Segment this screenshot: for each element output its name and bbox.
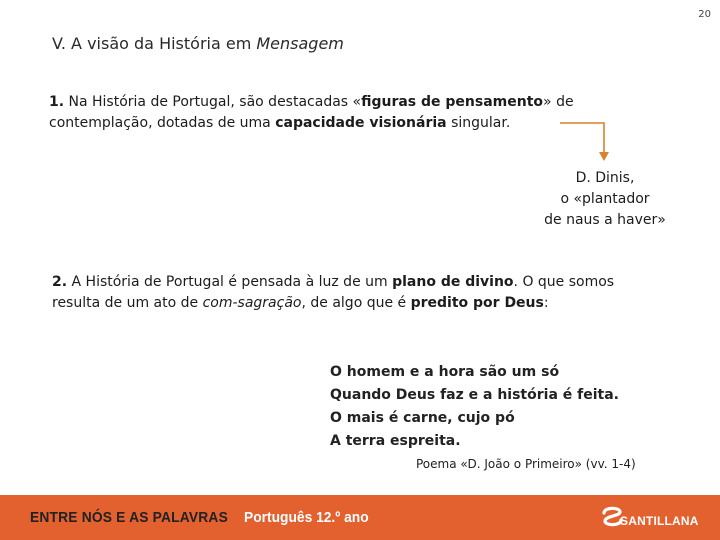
slide-title bbox=[52, 34, 344, 53]
point-2-bold-b: predito por Deus bbox=[410, 295, 544, 311]
point-1-text-c: singular. bbox=[446, 115, 511, 131]
point-2-text-d: : bbox=[543, 295, 549, 311]
point-2-text-b: . O que somos resulta de um ato de bbox=[52, 274, 615, 311]
dinis-line-1: D. Dinis, bbox=[575, 170, 635, 186]
point-2-bold-a: plano de divino bbox=[392, 274, 514, 290]
poem-citation: Poema «D. João o Primeiro» (vv. 1-4) bbox=[416, 457, 636, 471]
dinis-line-2: o «plantador bbox=[560, 191, 650, 207]
point-1-text-a: Na História de Portugal, são destacadas « bbox=[64, 94, 362, 110]
point-2-italic: com-sagração bbox=[202, 295, 302, 311]
poem-line: O homem e a hora são um só bbox=[330, 364, 560, 380]
point-2-text-c: , de algo que é bbox=[301, 295, 411, 311]
santillana-logo bbox=[600, 503, 699, 533]
footer-book-title: ENTRE NÓS E AS PALAVRAS bbox=[30, 509, 228, 526]
dinis-line-3: de naus a haver» bbox=[544, 212, 666, 228]
poem-line: A terra espreita. bbox=[330, 433, 461, 449]
poem-line: O mais é carne, cujo pó bbox=[330, 410, 515, 426]
poem-excerpt bbox=[330, 361, 619, 453]
elbow-arrow-down-icon bbox=[556, 118, 616, 166]
footer-subject: Português 12.º ano bbox=[244, 509, 369, 526]
point-2-text-a: A História de Portugal é pensada à luz de um bbox=[67, 274, 393, 290]
point-1-bold-b: capacidade visionária bbox=[275, 115, 447, 131]
poem-line: Quando Deus faz e a história é feita. bbox=[330, 387, 619, 403]
point-1-text-b: » de contemplação, dotadas de uma bbox=[49, 94, 574, 131]
point-2-number: 2. bbox=[52, 274, 68, 290]
point-1-number: 1. bbox=[49, 94, 65, 110]
point-2-paragraph bbox=[52, 272, 652, 314]
santillana-logo-text: SANTILLANA bbox=[620, 514, 699, 528]
slide-title-text: V. A visão da História em bbox=[52, 34, 257, 53]
footer-bar bbox=[0, 495, 720, 540]
dinis-callout bbox=[530, 168, 680, 231]
page-number: 20 bbox=[698, 9, 711, 20]
slide-title-emphasis: Mensagem bbox=[256, 34, 344, 53]
point-1-bold-a: figuras de pensamento bbox=[361, 94, 544, 110]
point-1-paragraph bbox=[49, 92, 589, 134]
